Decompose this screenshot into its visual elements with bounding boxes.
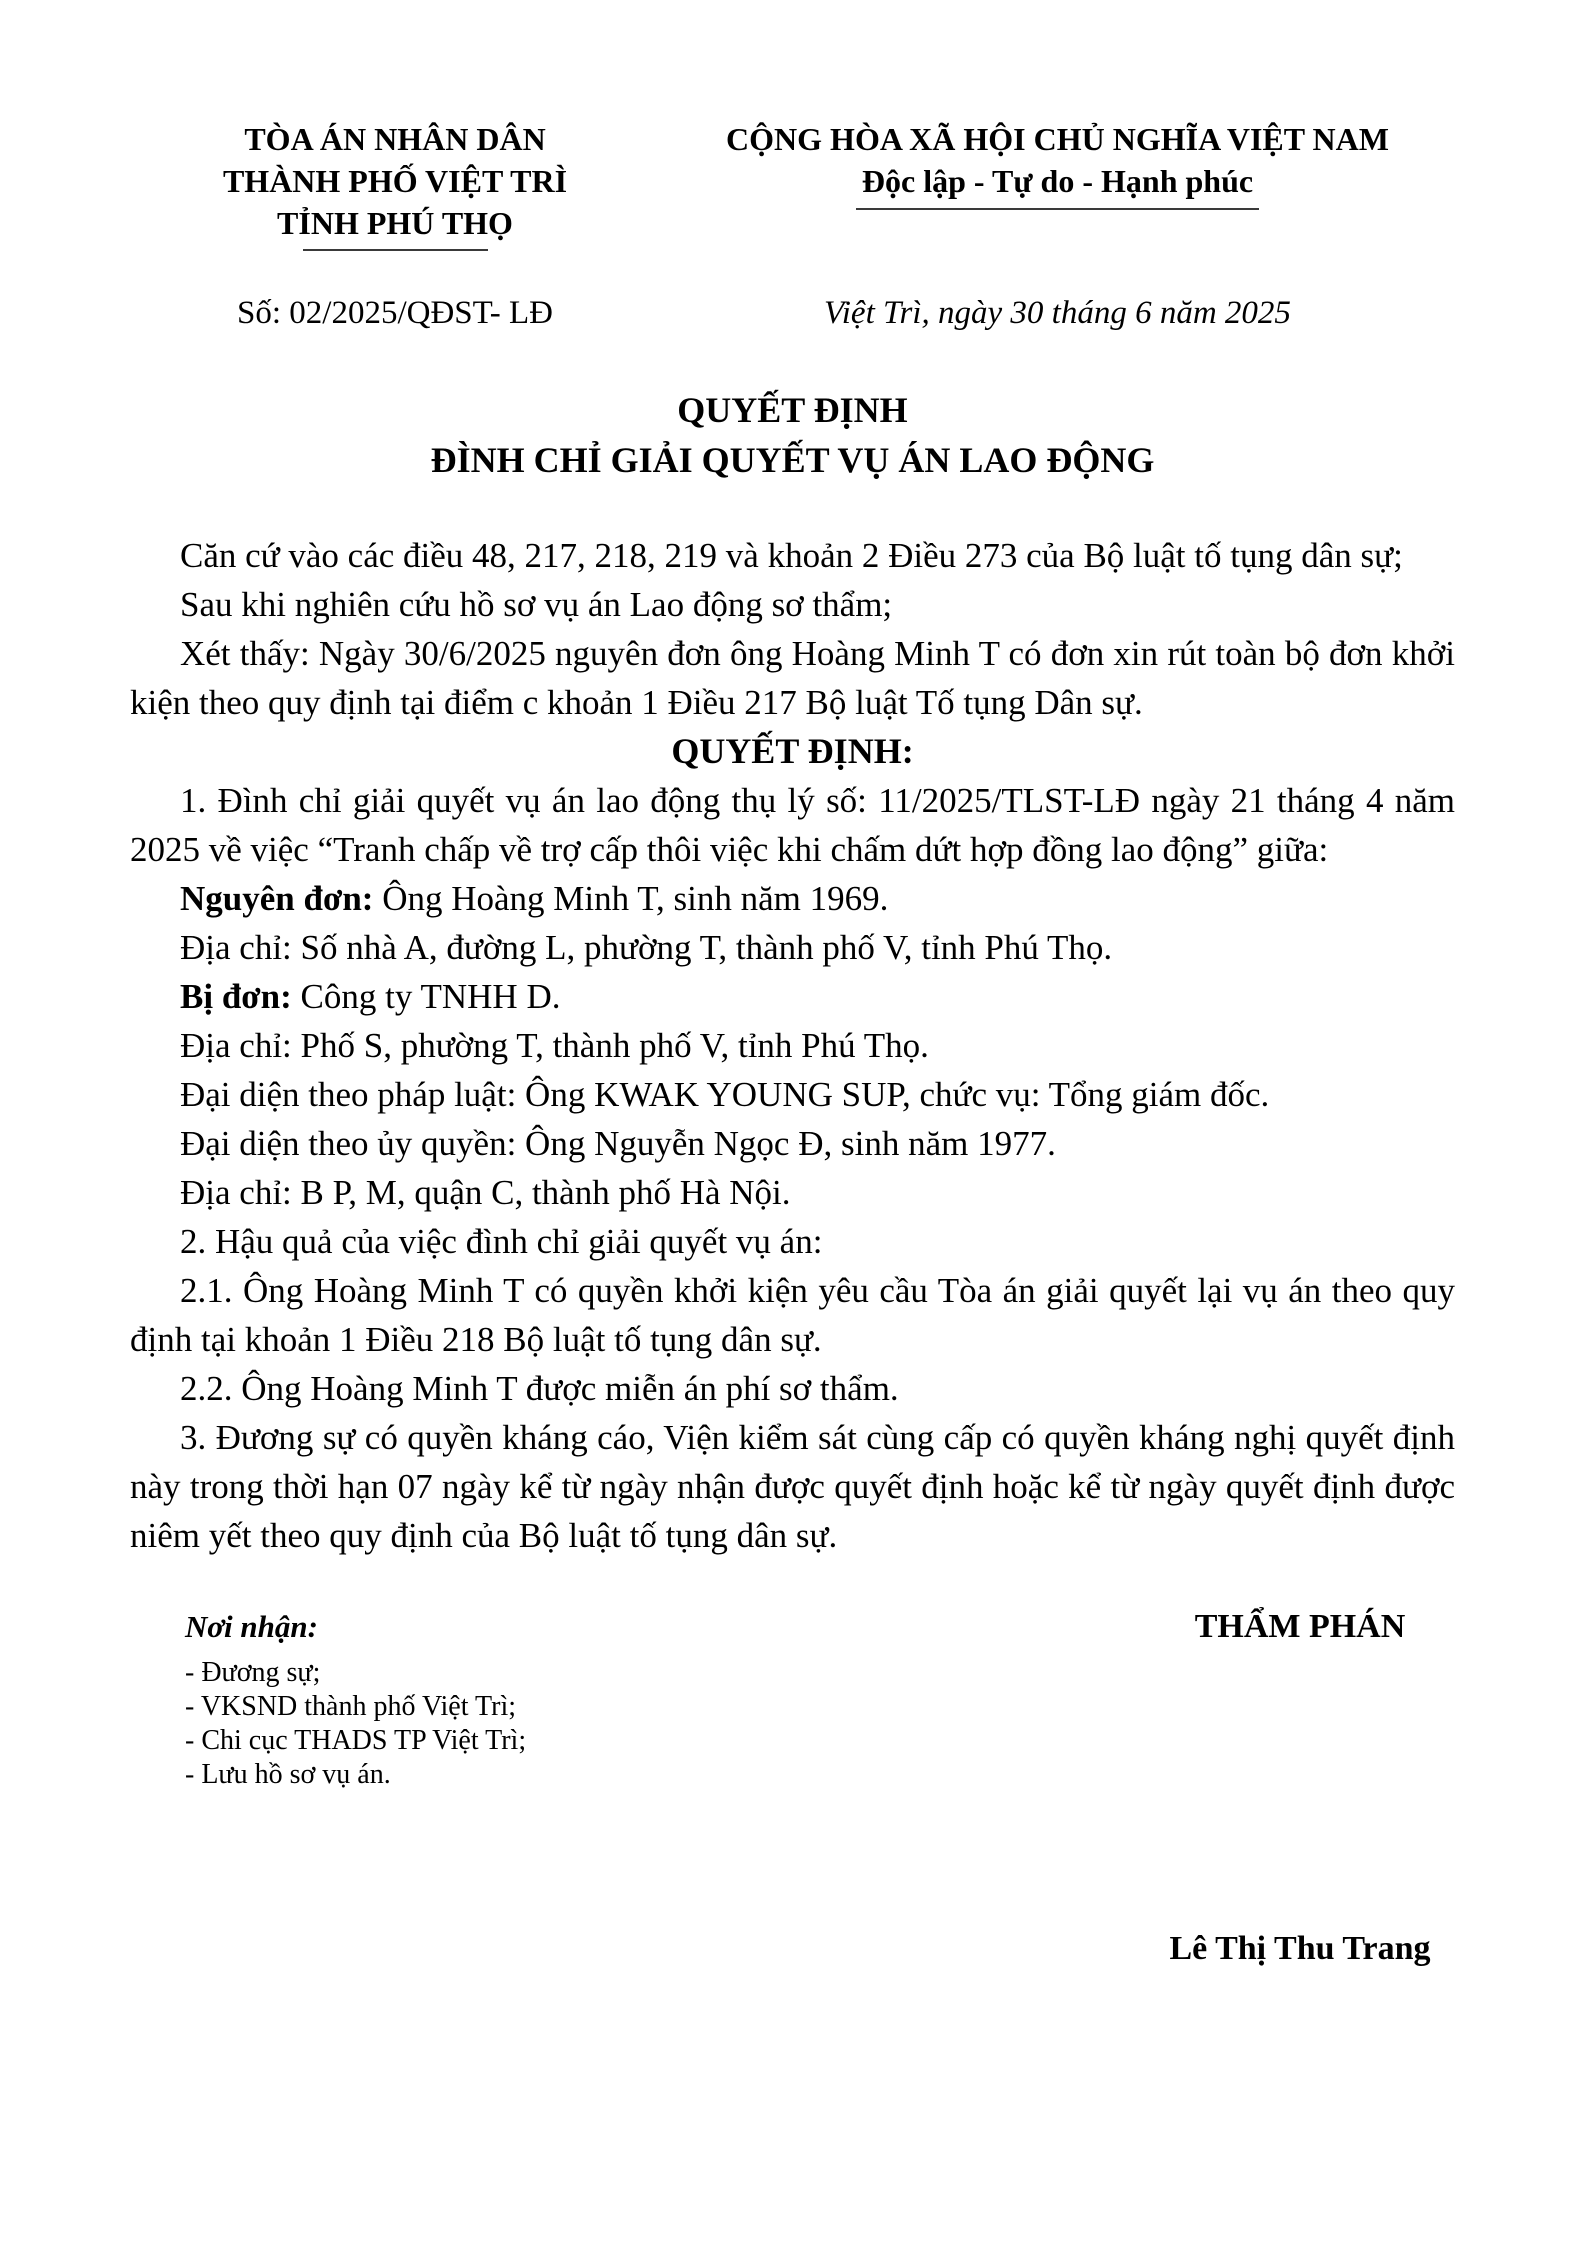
legal-basis-paragraph: Căn cứ vào các điều 48, 217, 218, 219 và khoản 2 Điều 273 của Bộ luật tố tụng dân sự; bbox=[180, 536, 1403, 575]
decision-item-2-2: 2.2. Ông Hoàng Minh T được miễn án phí sơ thẩm. bbox=[180, 1369, 899, 1408]
document-footer bbox=[130, 1606, 1455, 1967]
review-note-paragraph: Sau khi nghiên cứu hồ sơ vụ án Lao động sơ thẩm; bbox=[180, 585, 893, 624]
judge-name: Lê Thị Thu Trang bbox=[1169, 1930, 1431, 1967]
recipients-heading: Nơi nhận: bbox=[185, 1609, 318, 1644]
decision-item-1: 1. Đình chỉ giải quyết vụ án lao động thụ lý số: 11/2025/TLST-LĐ ngày 21 tháng 4 năm 2025 về việc “Tranh chấp về trợ cấp thôi việc khi chấm dứt hợp đồng lao động” giữa: bbox=[130, 781, 1455, 869]
plaintiff-line bbox=[130, 874, 1455, 923]
document-body bbox=[130, 531, 1455, 1560]
defendant-address: Địa chỉ: Phố S, phường T, thành phố V, tỉnh Phú Thọ. bbox=[180, 1026, 929, 1065]
defendant-line bbox=[130, 972, 1455, 1021]
document-subtitle: ĐÌNH CHỈ GIẢI QUYẾT VỤ ÁN LAO ĐỘNG bbox=[430, 440, 1155, 480]
judge-title: THẨM PHÁN bbox=[1194, 1608, 1406, 1645]
court-name-block bbox=[130, 118, 660, 251]
document-title: QUYẾT ĐỊNH bbox=[677, 390, 908, 430]
court-header-underline bbox=[303, 249, 488, 251]
decision-item-3: 3. Đương sự có quyền kháng cáo, Viện kiểm sát cùng cấp có quyền kháng nghị quyết định này trong thời hạn 07 ngày kể từ ngày nhận được quyết định hoặc kể từ ngày quyết định được niêm yết theo quy định của Bộ luật tố tụng dân sự. bbox=[130, 1418, 1455, 1555]
document-header bbox=[130, 118, 1455, 251]
plaintiff-address: Địa chỉ: Số nhà A, đường L, phường T, thành phố V, tỉnh Phú Thọ. bbox=[180, 928, 1113, 967]
meta-row bbox=[130, 291, 1455, 335]
finding-paragraph: Xét thấy: Ngày 30/6/2025 nguyên đơn ông Hoàng Minh T có đơn xin rút toàn bộ đơn khởi kiện theo quy định tại điểm c khoản 1 Điều 217 Bộ luật Tố tụng Dân sự. bbox=[130, 634, 1455, 722]
defendant-value: Công ty TNHH D. bbox=[300, 977, 561, 1016]
recipient-item: - Chi cục THADS TP Việt Trì; bbox=[185, 1725, 527, 1756]
national-header-block bbox=[660, 118, 1455, 251]
judge-signature-block bbox=[1000, 1606, 1586, 1970]
recipient-item: - VKSND thành phố Việt Trì; bbox=[185, 1691, 516, 1722]
national-title: CỘNG HÒA XÃ HỘI CHỦ NGHĨA VIỆT NAM bbox=[726, 121, 1389, 157]
place-and-date: Việt Trì, ngày 30 tháng 6 năm 2025 bbox=[824, 295, 1291, 331]
document-title-block bbox=[130, 385, 1455, 485]
recipient-item: - Đương sự; bbox=[185, 1657, 321, 1688]
decision-item-2-1: 2.1. Ông Hoàng Minh T có quyền khởi kiện yêu cầu Tòa án giải quyết lại vụ án theo quy định tại khoản 1 Điều 218 Bộ luật tố tụng dân sự. bbox=[130, 1271, 1455, 1359]
national-motto: Độc lập - Tự do - Hạnh phúc bbox=[856, 160, 1259, 210]
court-name-line1: TÒA ÁN NHÂN DÂN bbox=[244, 121, 546, 157]
plaintiff-value: Ông Hoàng Minh T, sinh năm 1969. bbox=[382, 879, 889, 918]
plaintiff-label: Nguyên đơn: bbox=[180, 879, 374, 918]
defendant-label: Bị đơn: bbox=[180, 977, 292, 1016]
decision-item-2: 2. Hậu quả của việc đình chỉ giải quyết vụ án: bbox=[180, 1222, 823, 1261]
recipient-item: - Lưu hồ sơ vụ án. bbox=[185, 1759, 391, 1790]
representative-address: Địa chỉ: B P, M, quận C, thành phố Hà Nội. bbox=[180, 1173, 791, 1212]
decision-heading: QUYẾT ĐỊNH: bbox=[671, 731, 914, 771]
court-name-line2: THÀNH PHỐ VIỆT TRÌ bbox=[222, 163, 568, 199]
court-name-line3: TỈNH PHÚ THỌ bbox=[277, 205, 513, 241]
legal-representative-line: Đại diện theo pháp luật: Ông KWAK YOUNG SUP, chức vụ: Tổng giám đốc. bbox=[180, 1075, 1270, 1114]
document-number: Số: 02/2025/QĐST- LĐ bbox=[237, 295, 553, 331]
authorized-representative-line: Đại diện theo ủy quyền: Ông Nguyễn Ngọc Đ, sinh năm 1977. bbox=[180, 1124, 1056, 1163]
